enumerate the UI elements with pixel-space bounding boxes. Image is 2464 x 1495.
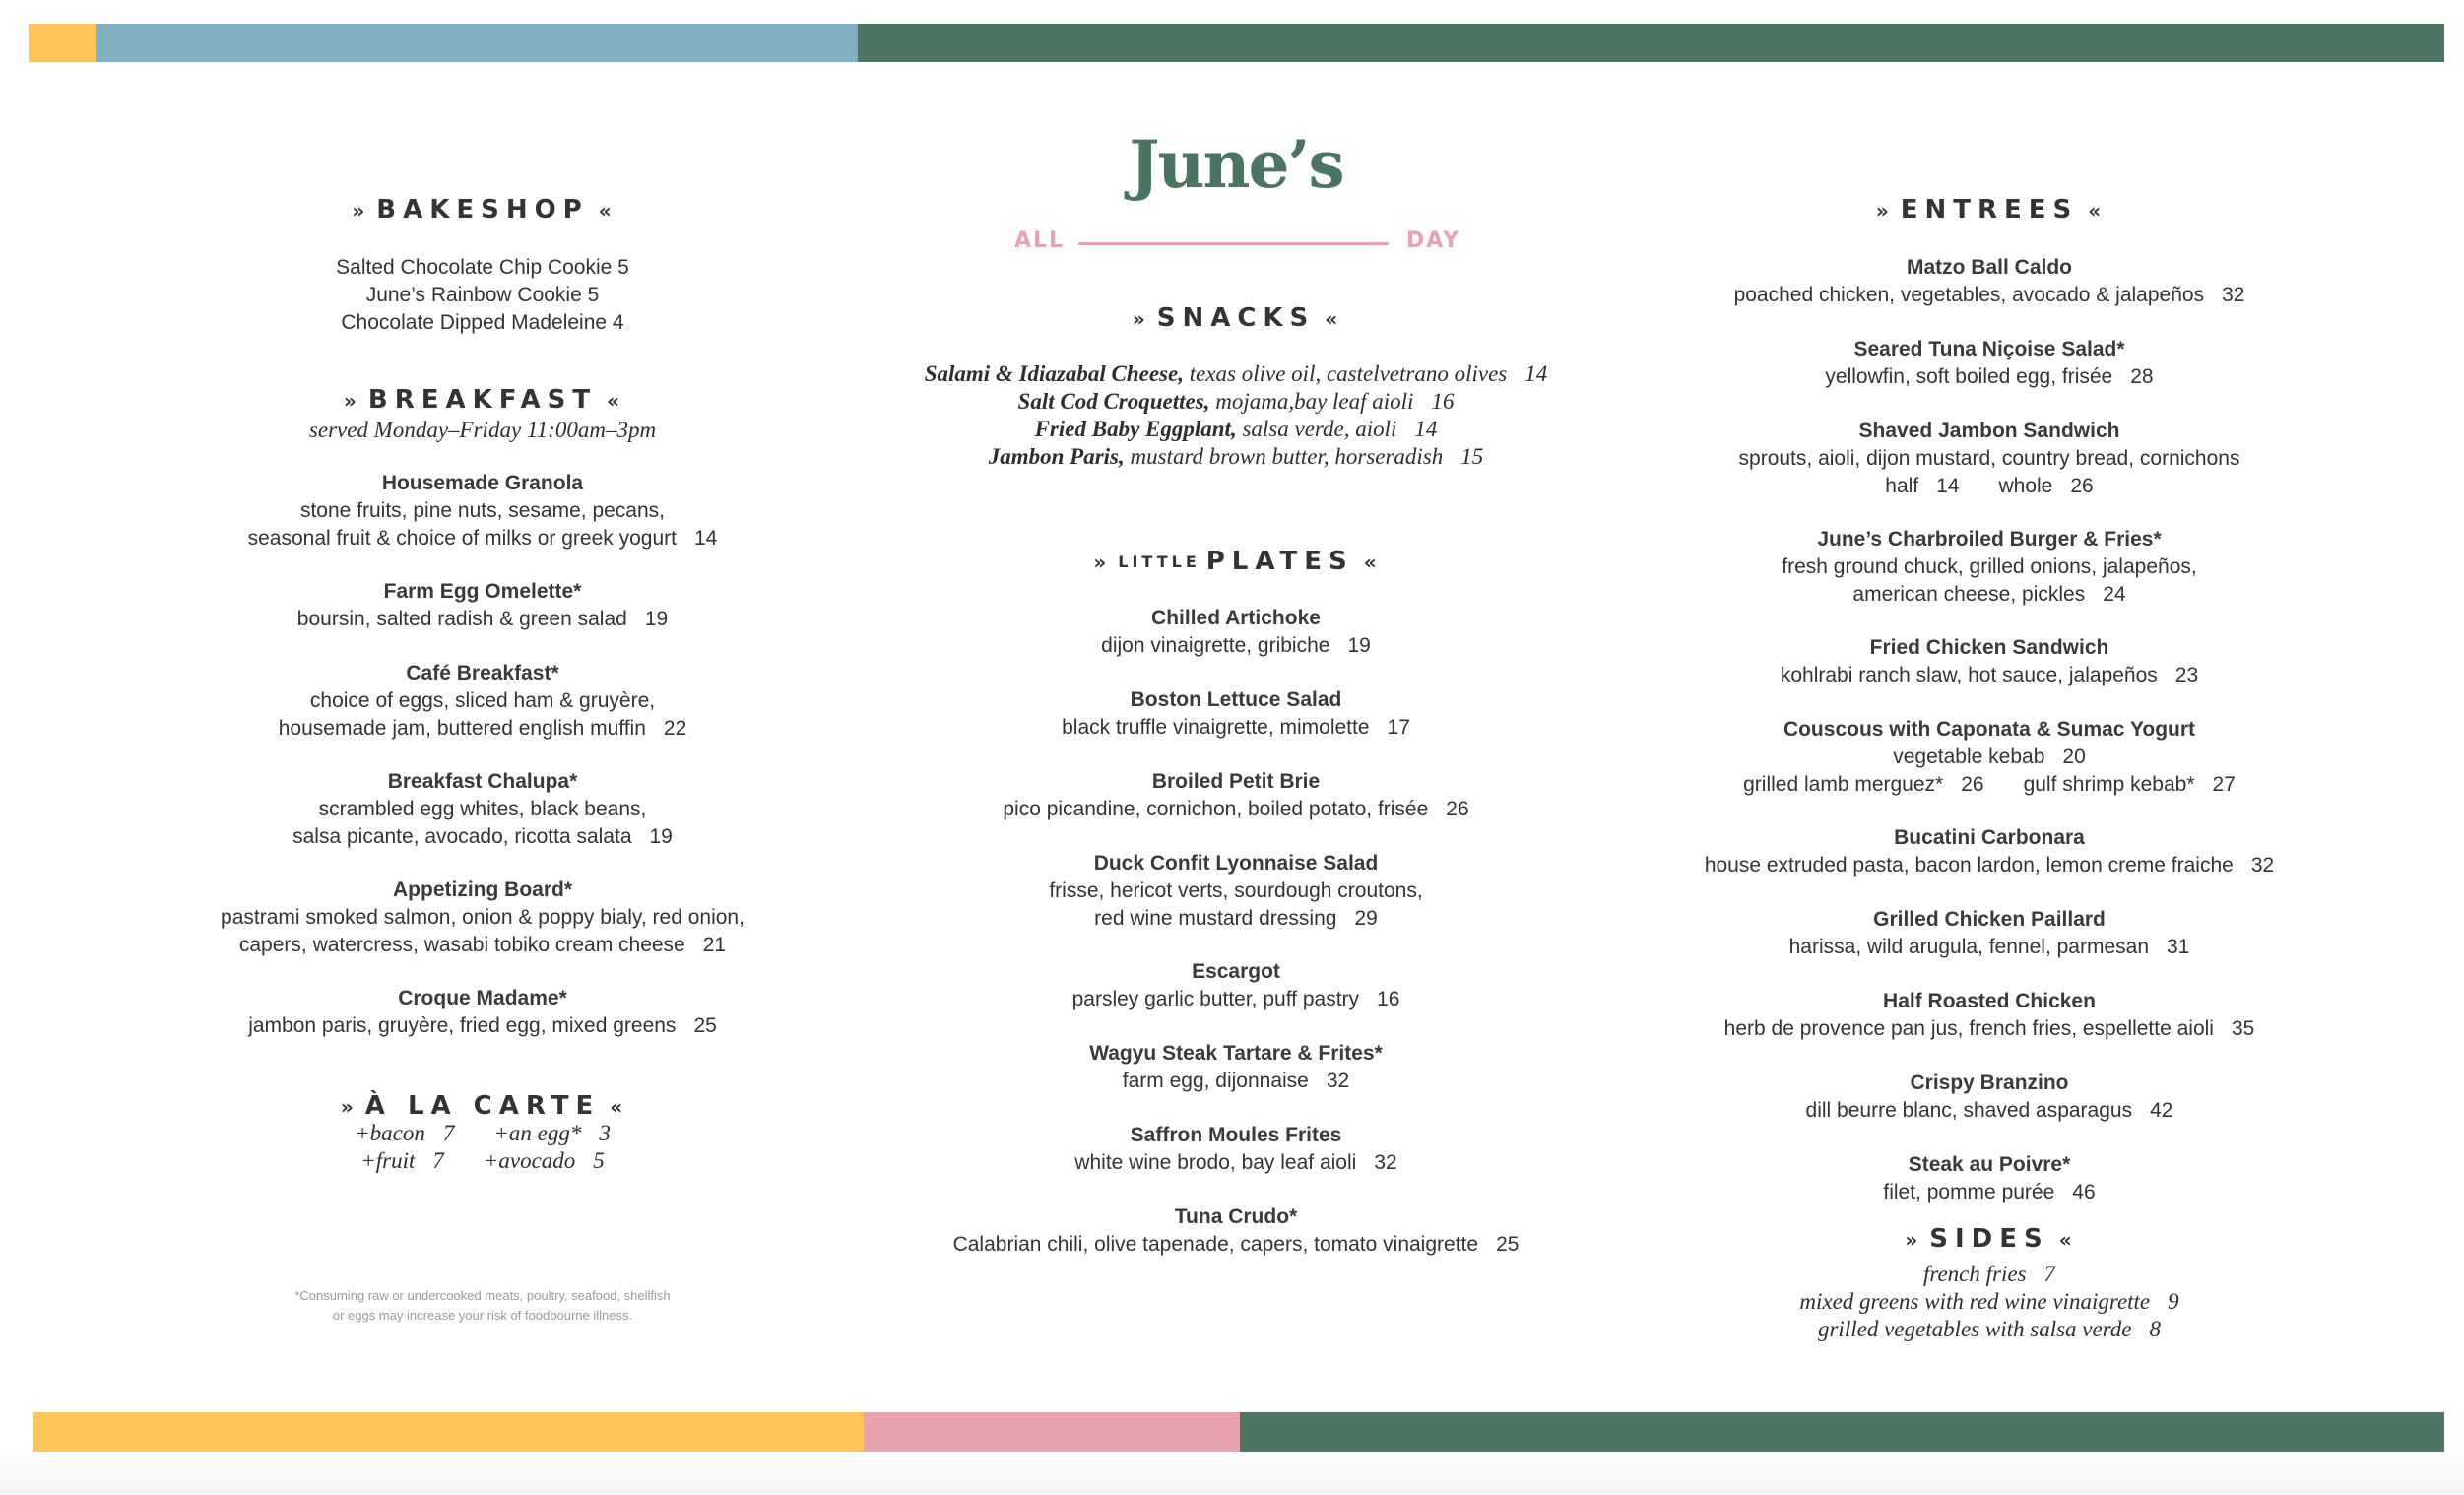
top-bar-yellow	[29, 24, 96, 62]
item-desc: parsley garlic butter, puff pastry 16	[1071, 988, 1400, 1010]
menu-item	[148, 877, 817, 959]
item-name: Housemade Granola	[381, 472, 584, 494]
item-desc: poached chicken, vegetables, avocado & jalapeños 32	[1733, 284, 2245, 306]
item-price: 46	[2072, 1181, 2096, 1203]
alacarte-row: +bacon 7 +an egg* 3	[355, 1121, 611, 1145]
item-name: Café Breakfast*	[406, 662, 559, 684]
item-price: 32	[1326, 1070, 1350, 1092]
item-price: 26	[1446, 798, 1469, 820]
item-desc: black truffle vinaigrette, mimolette 17	[1062, 716, 1410, 739]
item-price: 19	[1347, 634, 1371, 657]
tagline-day: DAY	[1406, 228, 1461, 253]
menu-item	[1654, 418, 2324, 500]
item-desc: jambon paris, gruyère, fried egg, mixed greens 25	[248, 1014, 717, 1037]
side-item: grilled vegetables with salsa verde 8	[1817, 1317, 2162, 1341]
item-desc: herb de provence pan jus, french fries, espellette aioli 35	[1723, 1017, 2255, 1040]
item-name: Wagyu Steak Tartare & Frites*	[1089, 1042, 1383, 1065]
item-desc: vegetable kebab 20	[1893, 746, 2086, 768]
menu-item	[867, 768, 1605, 823]
item-desc: housemade jam, buttered english muffin 22	[278, 717, 687, 740]
snack-item: Salami & Idiazabal Cheese, texas olive oil, castelvetrano olives 14	[924, 361, 1548, 386]
item-desc: choice of eggs, sliced ham & gruyère,	[309, 689, 656, 712]
snacks-list	[867, 360, 1605, 471]
item-desc: Calabrian chili, olive tapenade, capers, tomato vinaigrette 25	[952, 1233, 1520, 1256]
item-name: Shaved Jambon Sandwich	[1858, 420, 2120, 442]
little-plates-heading: » LITTLE PLATES «	[1093, 547, 1379, 576]
item-desc: frisse, hericot verts, sourdough croutons,	[1049, 879, 1423, 902]
item-name: Seared Tuna Niçoise Salad*	[1853, 338, 2125, 360]
item-name: Matzo Ball Caldo	[1906, 256, 2072, 279]
item-name: Appetizing Board*	[393, 878, 572, 901]
bakeshop-item: Salted Chocolate Chip Cookie 5	[336, 256, 629, 279]
item-name: Duck Confit Lyonnaise Salad	[1093, 852, 1379, 875]
top-color-bar	[29, 24, 2444, 62]
item-name: Grilled Chicken Paillard	[1873, 908, 2106, 931]
restaurant-logo: June’s	[1129, 126, 1343, 203]
item-name: Steak au Poivre*	[1908, 1153, 2071, 1176]
alacarte-list	[148, 1120, 817, 1175]
menu-item	[867, 1203, 1605, 1259]
menu-item	[148, 985, 817, 1040]
item-name: Escargot	[1192, 960, 1280, 983]
item-price: 31	[2167, 936, 2190, 958]
menu-item	[867, 958, 1605, 1013]
menu-item	[1654, 634, 2324, 689]
bottom-bar-pink	[864, 1412, 1240, 1452]
bakeshop-item: June’s Rainbow Cookie 5	[365, 284, 600, 306]
sides-list	[1654, 1261, 2324, 1343]
item-price: 16	[1377, 988, 1400, 1010]
item-desc: salsa picante, avocado, ricotta salata 19	[292, 825, 673, 848]
bakeshop-heading: » BAKESHOP «	[352, 195, 614, 225]
item-price: 25	[1496, 1233, 1520, 1256]
item-name: Fried Chicken Sandwich	[1869, 636, 2109, 659]
menu-item	[1654, 906, 2324, 961]
item-name: Bucatini Carbonara	[1894, 826, 2085, 849]
item-price: 21	[702, 934, 727, 956]
bottom-color-bar	[33, 1412, 2444, 1452]
item-name: Croque Madame*	[398, 987, 567, 1009]
item-desc: american cheese, pickles 24	[1852, 583, 2126, 606]
menu-item	[1654, 716, 2324, 799]
item-desc: white wine brodo, bay leaf aioli 32	[1074, 1151, 1397, 1174]
item-price: 28	[2130, 365, 2154, 388]
item-options: grilled lamb merguez* 26 gulf shrimp kebab* 27	[1743, 773, 2236, 796]
bakeshop-item: Chocolate Dipped Madeleine 4	[341, 311, 624, 334]
snack-item: Salt Cod Croquettes, mojama,bay leaf aioli 16	[1017, 389, 1455, 414]
item-price: 35	[2231, 1017, 2255, 1040]
item-price: 32	[2222, 284, 2245, 306]
side-item: french fries 7	[1922, 1262, 2056, 1286]
item-options: half 14 whole 26	[1885, 475, 2094, 497]
alacarte-heading: » À LA CARTE «	[340, 1091, 625, 1121]
snacks-heading: » SNACKS «	[1132, 303, 1340, 333]
item-desc: fresh ground chuck, grilled onions, jalapeños,	[1782, 555, 2197, 578]
menu-item	[148, 768, 817, 851]
top-bar-blue	[96, 24, 858, 62]
menu-item	[148, 578, 817, 633]
menu-item	[867, 1122, 1605, 1177]
item-price: 23	[2174, 664, 2199, 686]
item-name: Saffron Moules Frites	[1130, 1124, 1342, 1146]
sides-heading: » SIDES «	[1905, 1224, 2074, 1254]
menu-item	[1654, 1151, 2324, 1206]
item-desc: house extruded pasta, bacon lardon, lemon creme fraiche 32	[1704, 854, 2275, 877]
item-desc: pastrami smoked salmon, onion & poppy bialy, red onion,	[221, 906, 745, 929]
disclaimer-line: or eggs may increase your risk of foodbourne illness.	[332, 1308, 633, 1323]
item-name: Breakfast Chalupa*	[387, 770, 578, 793]
item-price: 32	[1374, 1151, 1397, 1174]
item-name: Couscous with Caponata & Sumac Yogurt	[1783, 718, 2196, 741]
menu-item	[148, 470, 817, 552]
tagline-all: ALL	[1014, 228, 1066, 253]
item-desc: pico picandine, cornichon, boiled potato, frisée 26	[1003, 798, 1469, 820]
item-price: 22	[663, 717, 687, 740]
tagline-rule	[1078, 242, 1389, 245]
menu-item	[1654, 824, 2324, 879]
item-name: Broiled Petit Brie	[1151, 770, 1321, 793]
menu-item	[867, 605, 1605, 660]
item-price: 17	[1387, 716, 1410, 739]
alacarte-row: +fruit 7 +avocado 5	[360, 1148, 605, 1173]
food-safety-disclaimer	[148, 1286, 817, 1326]
menu-item	[867, 1040, 1605, 1095]
item-price: 20	[2062, 746, 2086, 768]
item-desc: kohlrabi ranch slaw, hot sauce, jalapeños 23	[1780, 664, 2199, 686]
item-desc: boursin, salted radish & green salad 19	[296, 608, 669, 630]
item-name: Half Roasted Chicken	[1883, 990, 2096, 1012]
item-price: 29	[1354, 907, 1378, 930]
item-price: 32	[2250, 854, 2275, 877]
item-name: Boston Lettuce Salad	[1130, 688, 1342, 711]
item-desc: sprouts, aioli, dijon mustard, country bread, cornichons	[1738, 447, 2240, 470]
side-item: mixed greens with red wine vinaigrette 9	[1799, 1289, 2179, 1314]
item-desc: capers, watercress, wasabi tobiko cream cheese 21	[238, 934, 727, 956]
all-day-tagline	[867, 228, 1605, 258]
bottom-shadow	[0, 1452, 2464, 1495]
menu-item	[1654, 254, 2324, 309]
breakfast-heading: » BREAKFAST «	[343, 385, 622, 415]
entrees-heading: » ENTREES «	[1875, 195, 2104, 225]
menu-item	[867, 850, 1605, 933]
snack-item: Jambon Paris, mustard brown butter, horseradish 15	[988, 444, 1484, 469]
item-desc: dill beurre blanc, shaved asparagus 42	[1805, 1099, 2173, 1122]
item-price: 25	[693, 1014, 717, 1037]
item-name: Tuna Crudo*	[1174, 1205, 1298, 1228]
bottom-bar-green	[1240, 1412, 2444, 1452]
item-price: 19	[644, 608, 669, 630]
menu-item	[867, 686, 1605, 742]
bottom-bar-yellow	[33, 1412, 864, 1452]
item-desc: dijon vinaigrette, gribiche 19	[1101, 634, 1371, 657]
item-desc: seasonal fruit & choice of milks or greek yogurt 14	[247, 527, 718, 550]
breakfast-hours: served Monday–Friday 11:00am–3pm	[308, 418, 657, 442]
item-desc: harissa, wild arugula, fennel, parmesan 31	[1788, 936, 2190, 958]
item-name: Chilled Artichoke	[1151, 607, 1321, 629]
item-desc: filet, pomme purée 46	[1883, 1181, 2096, 1203]
top-bar-green	[858, 24, 2444, 62]
item-price: 14	[694, 527, 718, 550]
menu-item	[148, 660, 817, 743]
item-name: Crispy Branzino	[1910, 1072, 2069, 1094]
item-desc: farm egg, dijonnaise 32	[1122, 1070, 1350, 1092]
item-desc: yellowfin, soft boiled egg, frisée 28	[1825, 365, 2154, 388]
item-price: 24	[2103, 583, 2126, 606]
item-name: June’s Charbroiled Burger & Fries*	[1817, 528, 2162, 551]
snack-item: Fried Baby Eggplant, salsa verde, aioli 14	[1034, 417, 1438, 441]
bakeshop-list	[148, 254, 817, 337]
item-desc: stone fruits, pine nuts, sesame, pecans,	[299, 499, 666, 522]
item-price: 19	[649, 825, 673, 848]
menu-item	[1654, 988, 2324, 1043]
item-desc: scrambled egg whites, black beans,	[318, 798, 647, 820]
item-name: Farm Egg Omelette*	[383, 580, 582, 603]
menu-item	[1654, 336, 2324, 391]
menu-item	[1654, 1070, 2324, 1125]
menu-item	[1654, 526, 2324, 609]
item-desc: red wine mustard dressing 29	[1094, 907, 1378, 930]
item-price: 42	[2150, 1099, 2173, 1122]
disclaimer-line: *Consuming raw or undercooked meats, poultry, seafood, shellfish	[294, 1288, 671, 1303]
